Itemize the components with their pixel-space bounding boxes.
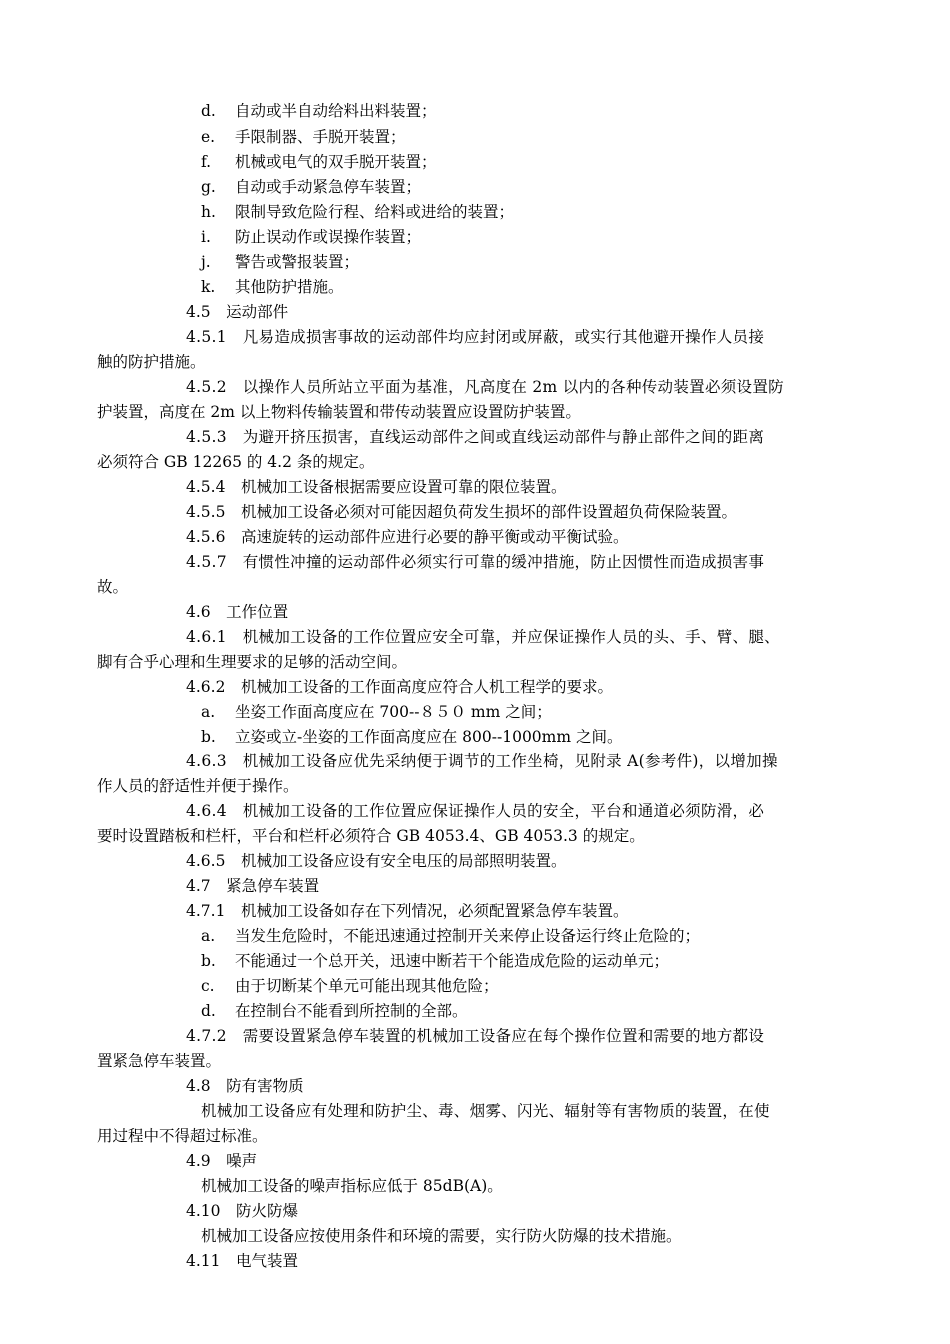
list-marker: g. <box>201 178 216 196</box>
list-item <box>201 926 700 946</box>
section-heading: 4.6 工作位置 <box>186 603 289 621</box>
clause-text: 4.5.5 机械加工设备必须对可能因超负荷发生损坏的部件设置超负荷保险装置。 <box>186 503 737 521</box>
list-text: 在控制台不能看到所控制的全部。 <box>235 1002 468 1020</box>
section-heading: 4.9 噪声 <box>186 1152 258 1170</box>
clause-text-continued: 必须符合 GB 12265 的 4.2 条的规定。 <box>97 453 375 471</box>
section-heading: 4.5 运动部件 <box>186 303 289 321</box>
list-text: 警告或警报装置； <box>235 253 360 271</box>
list-item <box>201 177 421 197</box>
list-text: 由于切断某个单元可能出现其他危险； <box>235 977 499 995</box>
list-text: 坐姿工作面高度应在 700--８５０ mm 之间； <box>235 703 552 721</box>
list-marker: k. <box>201 278 216 296</box>
clause-text-continued: 作人员的舒适性并便于操作。 <box>97 777 299 795</box>
section-heading: 4.7 紧急停车装置 <box>186 877 320 895</box>
list-text: 当发生危险时，不能迅速通过控制开关来停止设备运行终止危险的； <box>235 927 701 945</box>
list-item <box>201 202 514 222</box>
list-marker: d. <box>201 1002 216 1020</box>
list-marker: h. <box>201 203 216 221</box>
clause-text: 4.5.7 有惯性冲撞的运动部件必须实行可靠的缓冲措施，防止因惯性而造成损害事 <box>186 553 765 571</box>
list-text: 机械或电气的双手脱开装置； <box>235 153 437 171</box>
list-marker: c. <box>201 977 215 995</box>
clause-text-continued: 脚有合乎心理和生理要求的足够的活动空间。 <box>97 653 408 671</box>
list-text: 手限制器、手脱开装置； <box>235 128 406 146</box>
list-item <box>201 252 359 272</box>
list-item <box>201 727 623 747</box>
clause-text: 4.6.2 机械加工设备的工作面高度应符合人机工程学的要求。 <box>186 678 613 696</box>
list-marker: j. <box>201 253 211 271</box>
list-item <box>201 951 669 971</box>
list-marker: b. <box>201 952 216 970</box>
clause-text: 4.6.4 机械加工设备的工作位置应保证操作人员的安全，平台和通道必须防滑，必 <box>186 802 765 820</box>
list-text: 自动或手动紧急停车装置； <box>235 178 422 196</box>
section-heading: 4.10 防火防爆 <box>186 1202 299 1220</box>
clause-text: 4.6.1 机械加工设备的工作位置应安全可靠，并应保证操作人员的头、手、臂、腿、 <box>186 628 780 646</box>
paragraph-text-continued: 用过程中不得超过标准。 <box>97 1127 268 1145</box>
list-text: 自动或半自动给料出料装置； <box>235 102 437 120</box>
clause-text: 4.5.1 凡易造成损害事故的运动部件均应封闭或屏蔽，或实行其他避开操作人员接 <box>186 328 765 346</box>
clause-text: 4.5.2 以操作人员所站立平面为基准，凡高度在 2m 以内的各种传动装置必须设置防 <box>186 378 784 396</box>
list-marker: a. <box>201 927 216 945</box>
clause-text: 4.6.5 机械加工设备应设有安全电压的局部照明装置。 <box>186 852 567 870</box>
list-marker: i. <box>201 228 211 246</box>
clause-text: 4.7.1 机械加工设备如存在下列情况，必须配置紧急停车装置。 <box>186 902 629 920</box>
list-marker: a. <box>201 703 216 721</box>
list-marker: d. <box>201 102 216 120</box>
list-item <box>201 127 406 147</box>
list-marker: b. <box>201 728 216 746</box>
clause-text-continued: 置紧急停车装置。 <box>97 1052 222 1070</box>
list-marker: e. <box>201 128 216 146</box>
list-item <box>201 277 344 297</box>
clause-text-continued: 护装置，高度在 2m 以上物料传输装置和带传动装置应设置防护装置。 <box>97 403 581 421</box>
clause-text-continued: 要时设置踏板和栏杆，平台和栏杆必须符合 GB 4053.4、GB 4053.3 的规定。 <box>97 827 645 845</box>
list-item <box>201 702 552 722</box>
list-text: 立姿或立-坐姿的工作面高度应在 800--1000mm 之间。 <box>235 728 623 746</box>
list-item <box>201 1001 468 1021</box>
paragraph-text: 机械加工设备应有处理和防护尘、毒、烟雾、闪光、辐射等有害物质的装置，在使 <box>201 1102 770 1120</box>
list-text: 防止误动作或误操作装置； <box>235 228 422 246</box>
clause-text: 4.5.6 高速旋转的运动部件应进行必要的静平衡或动平衡试验。 <box>186 528 629 546</box>
clause-text-continued: 故。 <box>97 578 129 596</box>
list-item <box>201 227 421 247</box>
clause-text: 4.6.3 机械加工设备应优先采纳便于调节的工作坐椅，见附录 A(参考件)，以增加操 <box>186 752 778 770</box>
clause-text: 4.7.2 需要设置紧急停车装置的机械加工设备应在每个操作位置和需要的地方都设 <box>186 1027 765 1045</box>
list-marker: f. <box>201 153 212 171</box>
list-item <box>201 101 437 121</box>
list-text: 限制导致危险行程、给料或进给的装置； <box>235 203 515 221</box>
list-text: 其他防护措施。 <box>235 278 344 296</box>
section-heading: 4.8 防有害物质 <box>186 1077 304 1095</box>
section-heading: 4.11 电气装置 <box>186 1252 299 1270</box>
clause-text: 4.5.4 机械加工设备根据需要应设置可靠的限位装置。 <box>186 478 567 496</box>
list-item <box>201 152 437 172</box>
clause-text: 4.5.3 为避开挤压损害，直线运动部件之间或直线运动部件与静止部件之间的距离 <box>186 428 765 446</box>
paragraph-text: 机械加工设备的噪声指标应低于 85dB(A)。 <box>201 1177 503 1195</box>
list-item <box>201 976 499 996</box>
list-text: 不能通过一个总开关，迅速中断若干个能造成危险的运动单元； <box>235 952 670 970</box>
paragraph-text: 机械加工设备应按使用条件和环境的需要，实行防火防爆的技术措施。 <box>201 1227 682 1245</box>
clause-text-continued: 触的防护措施。 <box>97 353 206 371</box>
